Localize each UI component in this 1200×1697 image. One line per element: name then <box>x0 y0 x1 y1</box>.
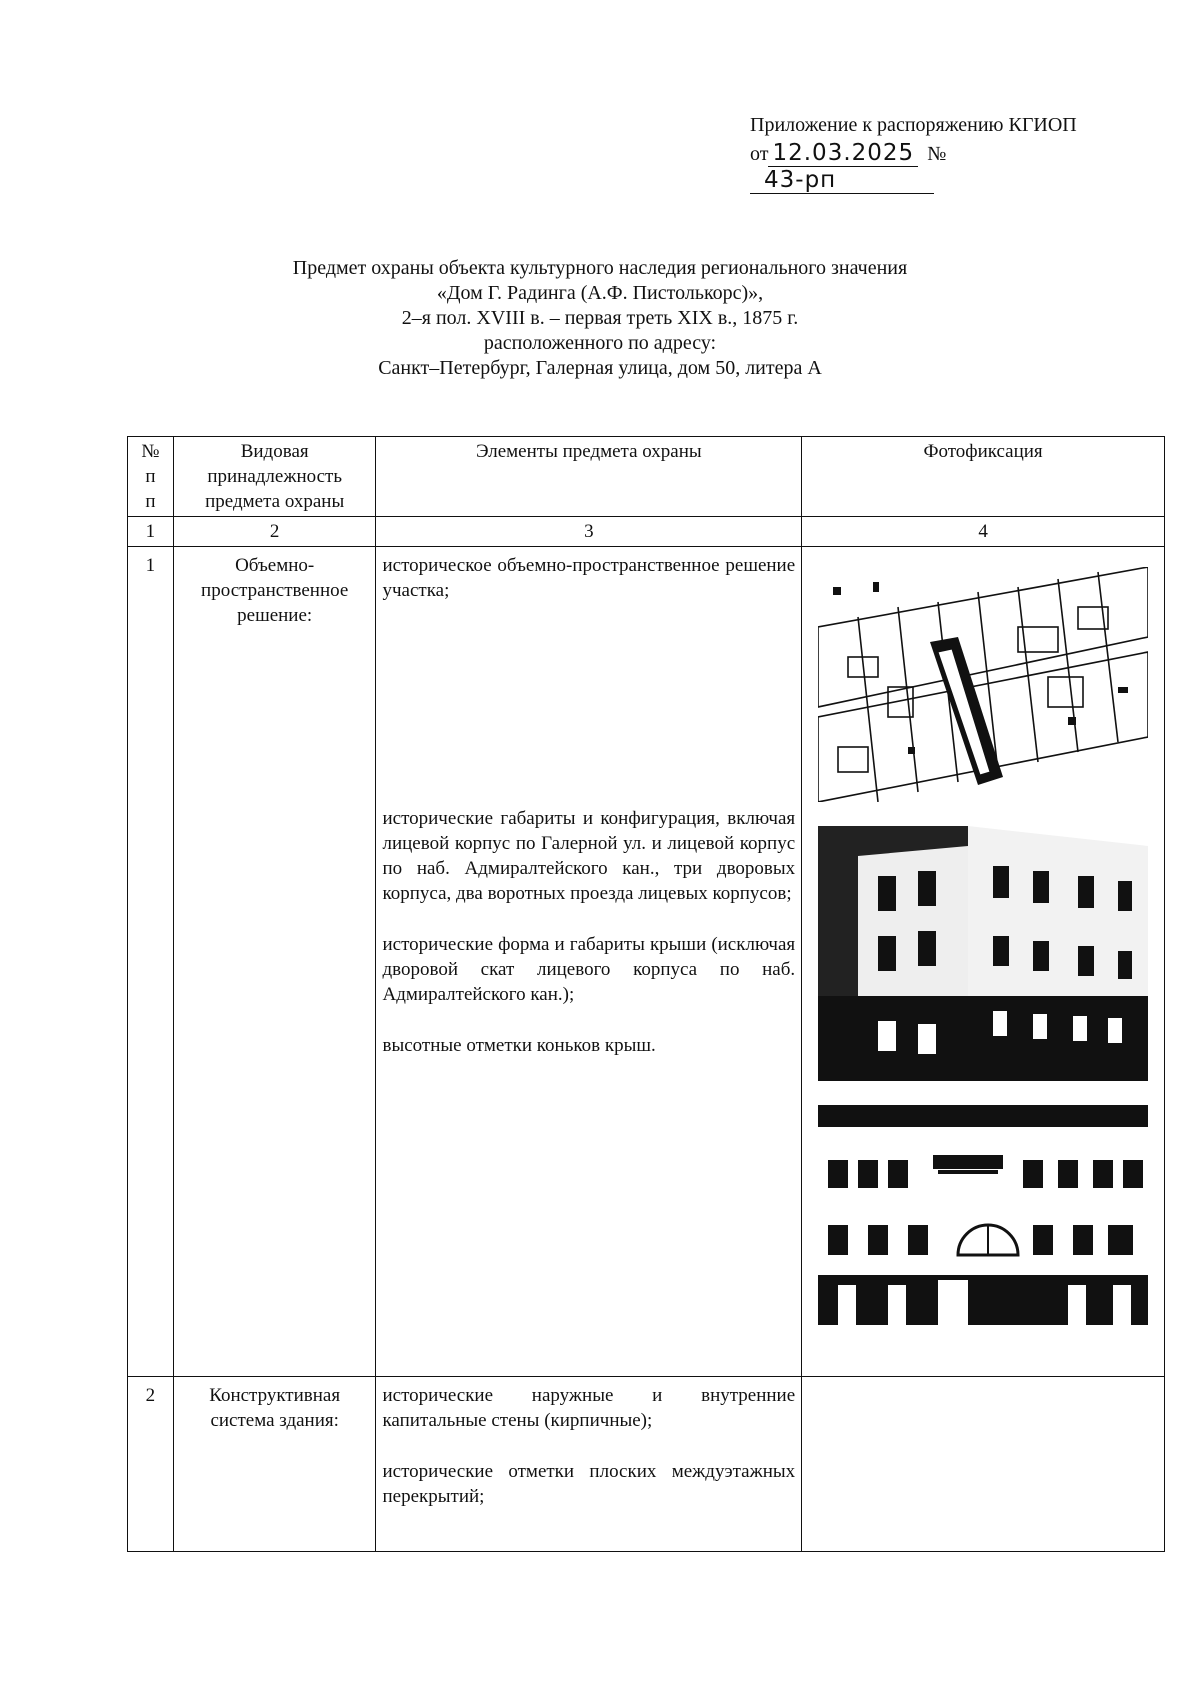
number-sign: № <box>927 143 947 165</box>
row-elements <box>376 1377 802 1552</box>
row-type: Объемно-пространственное решение: <box>173 547 376 1377</box>
header-number-p2: п <box>145 491 156 512</box>
order-line <box>750 140 1130 194</box>
row-type: Конструктивная система здания: <box>173 1377 376 1552</box>
table-row <box>128 547 1165 1377</box>
header-row <box>128 437 1165 517</box>
order-number: 43-рп <box>750 167 934 194</box>
appendix-title: Приложение к распоряжению КГИОП <box>750 114 1077 136</box>
header-photo: Фотофиксация <box>802 437 1165 517</box>
facade-photo-2 <box>818 1105 1148 1325</box>
title-line-3: 2–я пол. XVIII в. – первая треть XIX в., 1875 г. <box>401 307 799 329</box>
title-line-1: Предмет охраны объекта культурного наследия регионального значения <box>292 257 908 279</box>
site-plan-photo <box>818 567 1148 802</box>
row-number: 2 <box>128 1377 174 1552</box>
row-number: 1 <box>128 547 174 1377</box>
appendix-header <box>750 112 1130 194</box>
row-photos-empty <box>802 1377 1165 1552</box>
element-item: исторические отметки плоских междуэтажных перекрытий; <box>382 1461 796 1507</box>
element-item: высотные отметки коньков крыш. <box>382 1035 656 1056</box>
element-item: исторические форма и габариты крыши (исключая дворовой скат лицевого корпуса по наб. Адмиралтейского кан.); <box>382 934 796 1005</box>
header-number <box>128 437 174 517</box>
order-date: 12.03.2025 <box>768 140 918 167</box>
column-number-row <box>128 517 1165 547</box>
column-number: 2 <box>173 517 376 547</box>
facade-photo-1 <box>818 826 1148 1081</box>
column-number: 1 <box>128 517 174 547</box>
document-title <box>200 256 1000 381</box>
element-item: историческое объемно-пространственное решение участка; <box>382 555 796 601</box>
row-elements <box>376 547 802 1377</box>
date-prefix: от <box>750 143 769 165</box>
header-number-sign: № <box>141 441 160 462</box>
column-number: 4 <box>802 517 1165 547</box>
title-line-2: «Дом Г. Радинга (А.Ф. Пистолькорс)», <box>436 282 764 304</box>
element-item: исторические габариты и конфигурация, включая лицевой корпус по Галерной ул. и лицевой корпус по наб. Адмиралтейского кан., три дворовых корпуса, два воротных проезда лицевых корпусов; <box>382 808 796 904</box>
table-row <box>128 1377 1165 1552</box>
title-line-5: Санкт–Петербург, Галерная улица, дом 50, литера А <box>378 357 822 379</box>
header-number-p1: п <box>145 466 156 487</box>
header-elements: Элементы предмета охраны <box>376 437 802 517</box>
element-item: исторические наружные и внутренние капитальные стены (кирпичные); <box>382 1385 796 1431</box>
title-line-4: расположенного по адресу: <box>483 332 717 354</box>
protection-subject-table <box>127 436 1165 1552</box>
row-photos <box>802 547 1165 1377</box>
header-type: Видовая принадлежность предмета охраны <box>173 437 376 517</box>
column-number: 3 <box>376 517 802 547</box>
